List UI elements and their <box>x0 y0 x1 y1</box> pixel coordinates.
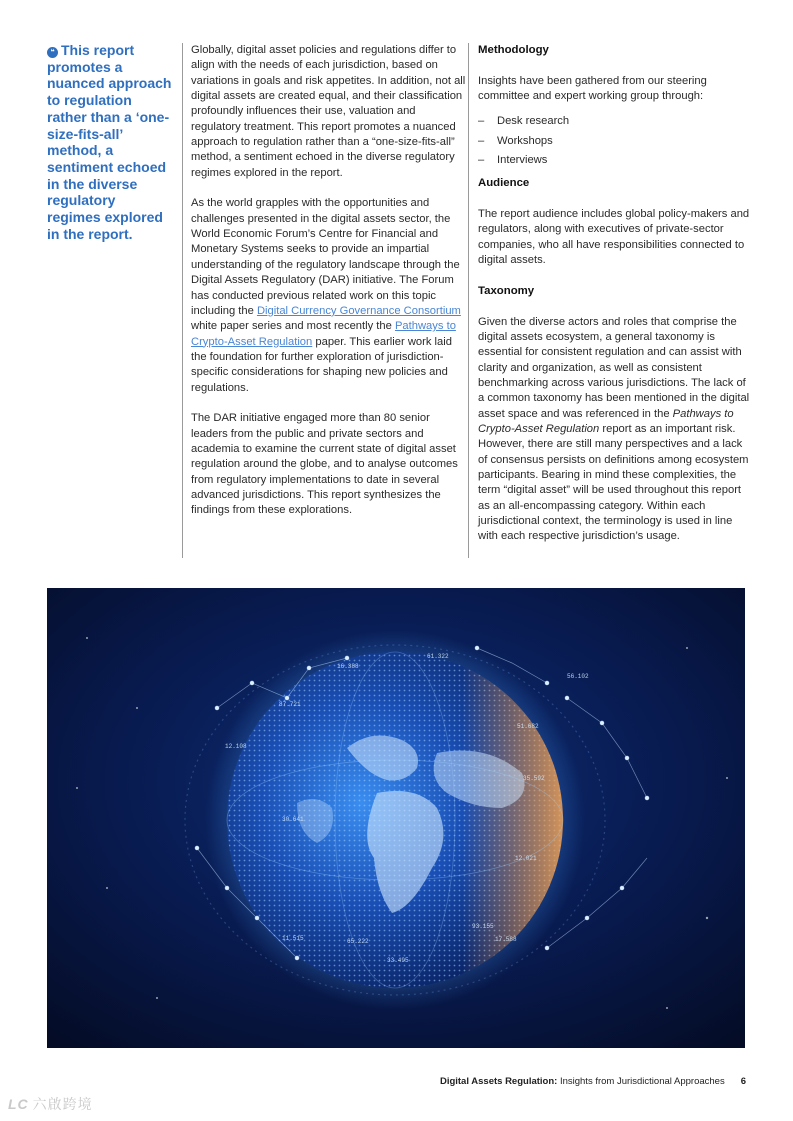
digital-currency-governance-link[interactable]: Digital Currency Governance Consortium <box>256 304 461 317</box>
footer-title-rest: Insights from Jurisdictional Approaches <box>557 1076 725 1087</box>
globe-label: 35.592 <box>523 775 545 782</box>
page-number: 6 <box>740 1076 746 1087</box>
method-item: – Interviews <box>478 153 753 168</box>
method-item: – Workshops <box>478 134 753 149</box>
column-intro <box>182 43 466 558</box>
watermark <box>8 1094 93 1114</box>
globe-graphic <box>47 588 745 1048</box>
method-item: – Desk research <box>478 114 753 129</box>
globe-label: 11.515 <box>282 935 304 942</box>
taxonomy-text <box>478 315 753 545</box>
intro-paragraph-1: Globally, digital asset policies and regulations differ to align with the needs of each jurisdiction, based on variations in goals and risk appetites. In addition, not all digital assets are created equal, and their classification profoundly influences their use, valuation and regulatory treatment. This report promotes a nuanced approach to regulation rather than a “one-size-fits-all” method, a sentiment echoed in the diverse regulatory regimes explored in the report. <box>191 44 466 179</box>
globe-label: 12.108 <box>225 743 247 750</box>
footer-title-bold: Digital Assets Regulation: <box>439 1076 558 1087</box>
watermark-text: 六啟跨境 <box>32 1096 93 1112</box>
globe-label: 51.682 <box>517 723 539 730</box>
globe-label: 87.721 <box>279 701 301 708</box>
intro-paragraph-2 <box>191 196 466 395</box>
taxonomy-heading: Taxonomy <box>478 284 535 297</box>
globe-label: 61.322 <box>427 653 449 660</box>
globe-label: 16.388 <box>337 663 359 670</box>
methodology-heading: Methodology <box>478 44 549 56</box>
globe-label: 30.641 <box>282 816 304 823</box>
globe-label: 65.222 <box>347 938 369 945</box>
intro-paragraph-2-text-a: As the world grapples with the opportunities and challenges presented in the digital assets sector, the World Economic Forum’s Centre for Financial and Monetary Systems seeks to provide an impartial understanding of the regulatory landscape through the Digital Assets Regulatory (DAR) initiative. The Forum has conducted previous related work on this topic including the <box>191 197 460 317</box>
methodology-text: Insights have been gathered from our steering committee and expert working group through: <box>478 74 707 103</box>
pathways-crypto-link[interactable]: Pathways to Crypto-Asset Regulation <box>191 320 456 348</box>
methods-list <box>478 114 753 168</box>
pull-quote <box>47 42 172 242</box>
globe-label: 17.588 <box>495 936 517 943</box>
globe-label: 12.021 <box>515 855 537 862</box>
page-footer <box>440 1076 746 1087</box>
quote-icon: ❝ <box>47 47 58 58</box>
intro-paragraph-3: The DAR initiative engaged more than 80 senior leaders from the public and private sectors and academia to examine the current state of digital asset regulation around the globe, and to analyse outcomes from regulatory implementations to date in several advanced jurisdictions. This report synthesizes the findings from these explorations. <box>191 412 458 517</box>
taxonomy-text-b: report as an important risk. However, there are still many perspectives and a lack of consensus persists on definitions among ecosystem participants. Bearing in mind these complexities, the term “digital asset” will be used throughout this report as an all-encompassing category. Within each jurisdictional context, the terminology is used in line with each respective jurisdiction’s usage. <box>478 422 749 543</box>
pull-quote-text: This report promotes a nuanced approach to regulation rather than a ‘one-size-fits-all’ method, a sentiment echoed in the diverse regulatory regimes explored in the report. <box>47 42 172 242</box>
digital-globe-image <box>47 588 745 1048</box>
globe-label: 56.102 <box>567 673 589 680</box>
taxonomy-italic: Pathways to Crypto-Asset Regulation <box>478 407 734 435</box>
globe-label: 93.155 <box>472 923 494 930</box>
audience-heading: Audience <box>478 177 530 190</box>
watermark-logo-icon: LC <box>8 1096 29 1112</box>
globe-label: 33.495 <box>387 957 409 964</box>
audience-text: The report audience includes global policy-makers and regulators, along with executives of private-sector companies, who all have responsibilities connected to digital assets. <box>478 208 750 267</box>
taxonomy-text-a: Given the diverse actors and roles that comprise the digital assets ecosystem, a general taxonomy is essential for consistent regulation and can assist with clarity and organization, as well as consistent benchmarking across various jurisdictions. The lack of a common taxonomy has been mentioned in the digital asset space and was referenced in the <box>478 315 750 420</box>
intro-paragraph-2-text-c: paper. This earlier work laid the foundation for further exploration of jurisdiction-specific considerations for shaping new policies and regulations. <box>191 335 452 394</box>
column-details <box>468 43 753 558</box>
intro-paragraph-2-text-b: white paper series and most recently the <box>191 320 395 333</box>
